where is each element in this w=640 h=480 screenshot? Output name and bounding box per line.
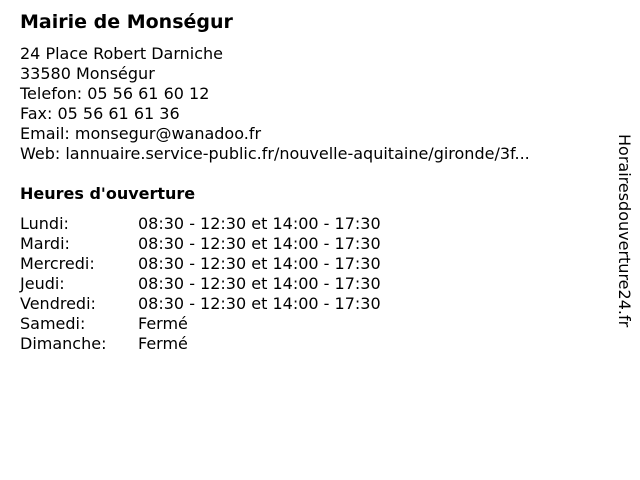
day-hours: 08:30 - 12:30 et 14:00 - 17:30 xyxy=(138,254,381,273)
address-line-1: 24 Place Robert Darniche xyxy=(20,44,223,63)
email-text: Email: monsegur@wanadoo.fr xyxy=(20,124,262,143)
day-hours: Fermé xyxy=(138,314,188,333)
day-label: Lundi: xyxy=(20,214,69,233)
fax-text: Fax: 05 56 61 61 36 xyxy=(20,104,180,123)
day-label: Mardi: xyxy=(20,234,70,253)
site-watermark: Horairesdouverture24.fr xyxy=(615,134,634,328)
web-text: Web: lannuaire.service-public.fr/nouvelle-aquitaine/gironde/3f... xyxy=(20,144,530,163)
contact-block xyxy=(20,44,530,164)
day-label: Vendredi: xyxy=(20,294,96,313)
day-hours: 08:30 - 12:30 et 14:00 - 17:30 xyxy=(138,294,381,313)
day-label: Mercredi: xyxy=(20,254,95,273)
day-label: Jeudi: xyxy=(20,274,65,293)
day-label: Dimanche: xyxy=(20,334,107,353)
hours-heading: Heures d'ouverture xyxy=(20,184,196,203)
phone-text: Telefon: 05 56 61 60 12 xyxy=(20,84,210,103)
day-hours: Fermé xyxy=(138,334,188,353)
day-hours: 08:30 - 12:30 et 14:00 - 17:30 xyxy=(138,214,381,233)
address-line-2: 33580 Monségur xyxy=(20,64,155,83)
day-label: Samedi: xyxy=(20,314,86,333)
day-hours: 08:30 - 12:30 et 14:00 - 17:30 xyxy=(138,274,381,293)
page-title: Mairie de Monségur xyxy=(20,11,233,33)
day-hours: 08:30 - 12:30 et 14:00 - 17:30 xyxy=(138,234,381,253)
